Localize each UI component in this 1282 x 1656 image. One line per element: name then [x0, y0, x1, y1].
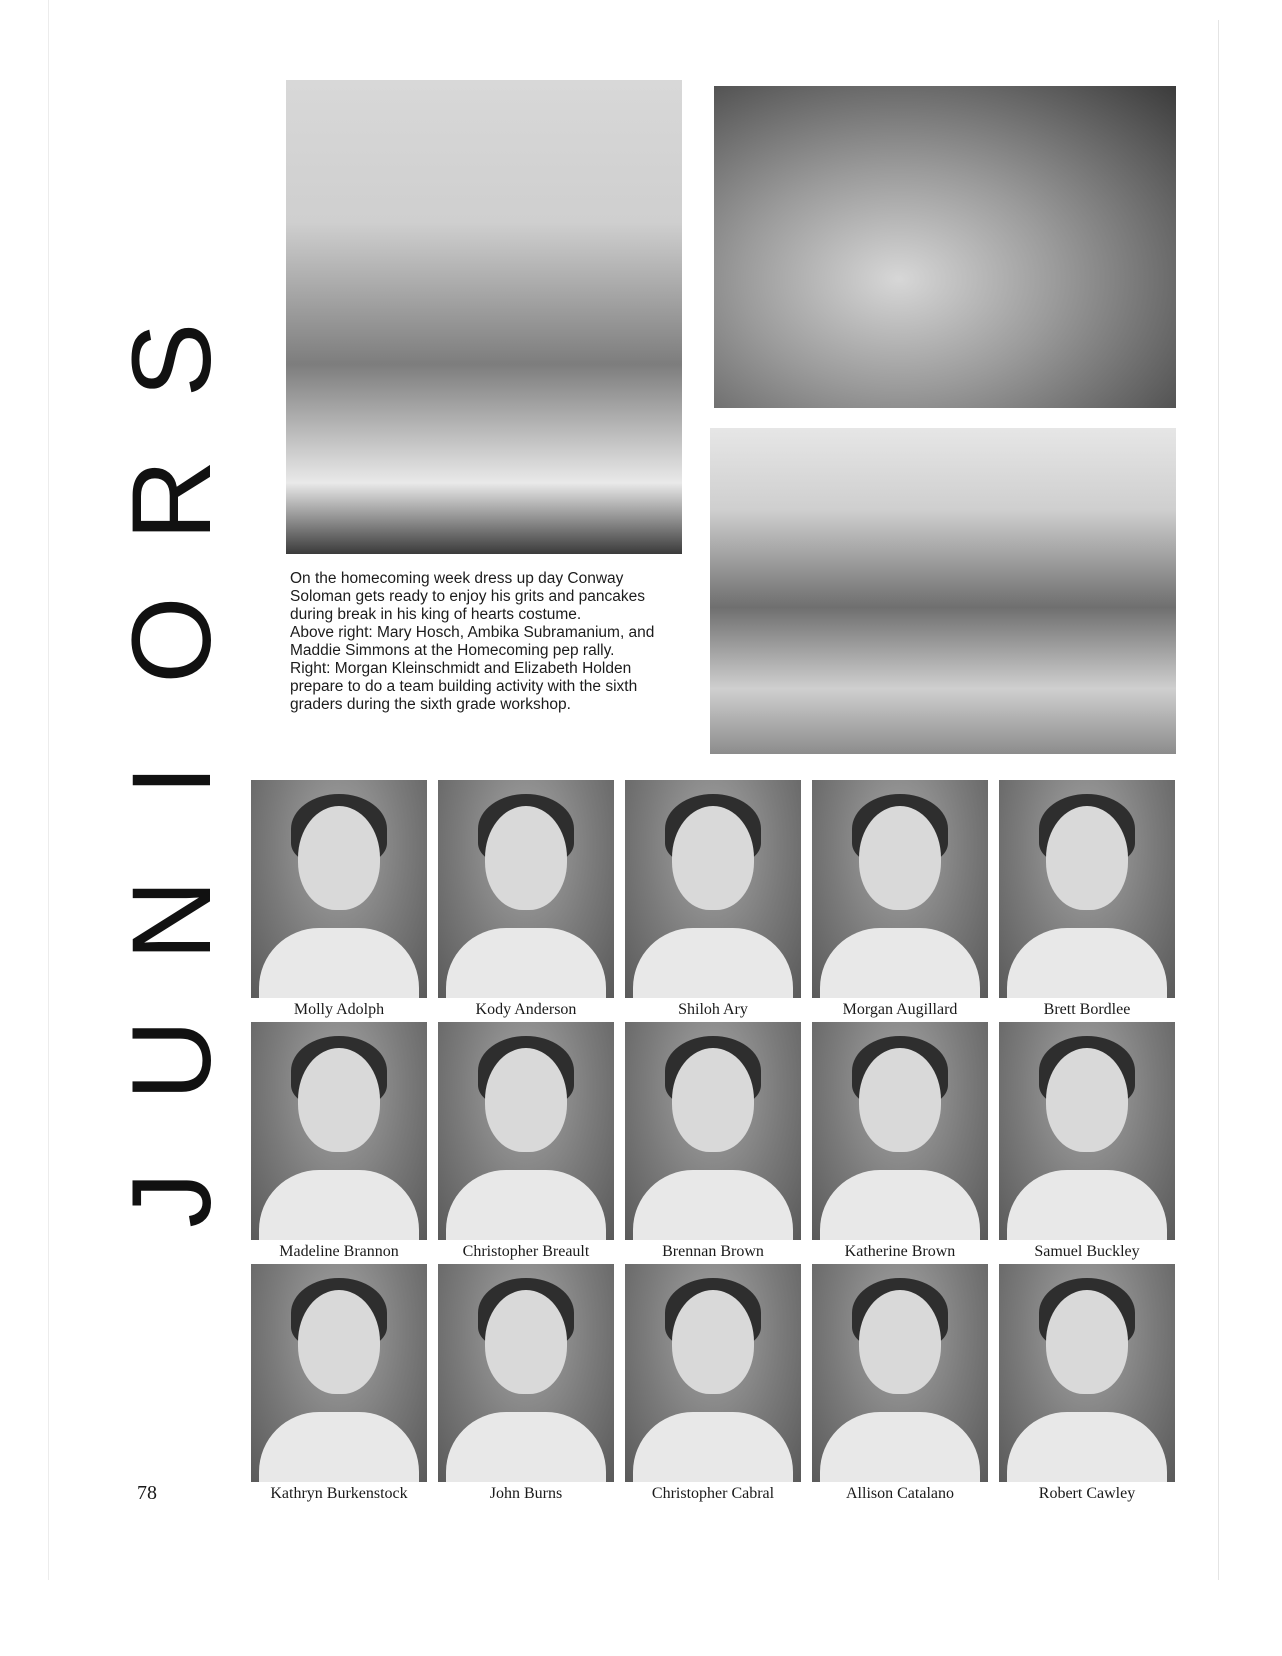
portrait-grid	[251, 780, 1191, 1510]
portrait-card	[438, 780, 614, 1022]
portrait-photo	[438, 780, 614, 998]
title-letter: S	[109, 322, 234, 398]
student-name: Christopher Cabral	[651, 1485, 775, 1502]
portrait-card	[999, 1264, 1175, 1506]
portrait-card	[625, 1264, 801, 1506]
homecoming-costume-photo	[286, 80, 682, 554]
juniors-title	[109, 300, 234, 1260]
caption-workshop: Right: Morgan Kleinschmidt and Elizabeth Holden prepare to do a team building activity with the sixth graders during the sixth grade workshop.	[290, 660, 638, 713]
title-letter: U	[109, 1019, 234, 1101]
portrait-photo	[999, 780, 1175, 998]
title-letter: R	[109, 459, 234, 541]
portrait-card	[999, 780, 1175, 1022]
portrait-photo	[625, 1264, 801, 1482]
student-name: Madeline Brannon	[279, 1243, 399, 1260]
title-letter: I	[109, 764, 234, 796]
student-name: Shiloh Ary	[678, 1001, 748, 1018]
student-name: Morgan Augillard	[842, 1001, 958, 1018]
page-edge	[48, 0, 49, 1580]
portrait-card	[812, 1264, 988, 1506]
student-name: Samuel Buckley	[1034, 1243, 1140, 1260]
portrait-card	[625, 1022, 801, 1264]
portrait-card	[251, 1264, 427, 1506]
student-name: Kody Anderson	[475, 1001, 577, 1018]
student-name: Allison Catalano	[846, 1485, 954, 1502]
pep-rally-photo	[714, 86, 1176, 408]
portrait-photo	[251, 780, 427, 998]
student-name: John Burns	[489, 1485, 563, 1502]
title-letter: J	[109, 1172, 234, 1228]
portrait-photo	[251, 1022, 427, 1240]
student-name: Robert Cawley	[1038, 1485, 1136, 1502]
portrait-card	[999, 1022, 1175, 1264]
portrait-card	[625, 780, 801, 1022]
portrait-card	[438, 1022, 614, 1264]
page-number: 78	[137, 1482, 157, 1504]
portrait-card	[251, 1022, 427, 1264]
student-name: Kathryn Burkenstock	[270, 1485, 408, 1502]
portrait-photo	[438, 1022, 614, 1240]
portrait-photo	[625, 1022, 801, 1240]
photo-caption	[290, 570, 680, 714]
portrait-photo	[999, 1264, 1175, 1482]
portrait-photo	[251, 1264, 427, 1482]
portrait-card	[438, 1264, 614, 1506]
title-letter: N	[109, 879, 234, 961]
portrait-photo	[999, 1022, 1175, 1240]
caption-homecoming: On the homecoming week dress up day Conway Soloman gets ready to enjoy his grits and pancakes during break in his king of hearts costume.	[290, 570, 645, 623]
portrait-card	[251, 780, 427, 1022]
student-name: Brennan Brown	[662, 1243, 764, 1260]
portrait-photo	[438, 1264, 614, 1482]
student-name: Molly Adolph	[293, 1001, 385, 1018]
student-name: Christopher Breault	[462, 1243, 590, 1260]
portrait-photo	[812, 1022, 988, 1240]
portrait-photo	[812, 780, 988, 998]
page-edge	[1218, 20, 1219, 1580]
portrait-card	[812, 1022, 988, 1264]
portrait-card	[812, 780, 988, 1022]
sixth-grade-workshop-photo	[710, 428, 1176, 754]
title-letter: O	[109, 596, 234, 684]
student-name: Brett Bordlee	[1043, 1001, 1131, 1018]
student-name: Katherine Brown	[844, 1243, 956, 1260]
portrait-photo	[625, 780, 801, 998]
caption-pep-rally: Above right: Mary Hosch, Ambika Subramanium, and Maddie Simmons at the Homecoming pep rally.	[290, 624, 655, 659]
portrait-photo	[812, 1264, 988, 1482]
